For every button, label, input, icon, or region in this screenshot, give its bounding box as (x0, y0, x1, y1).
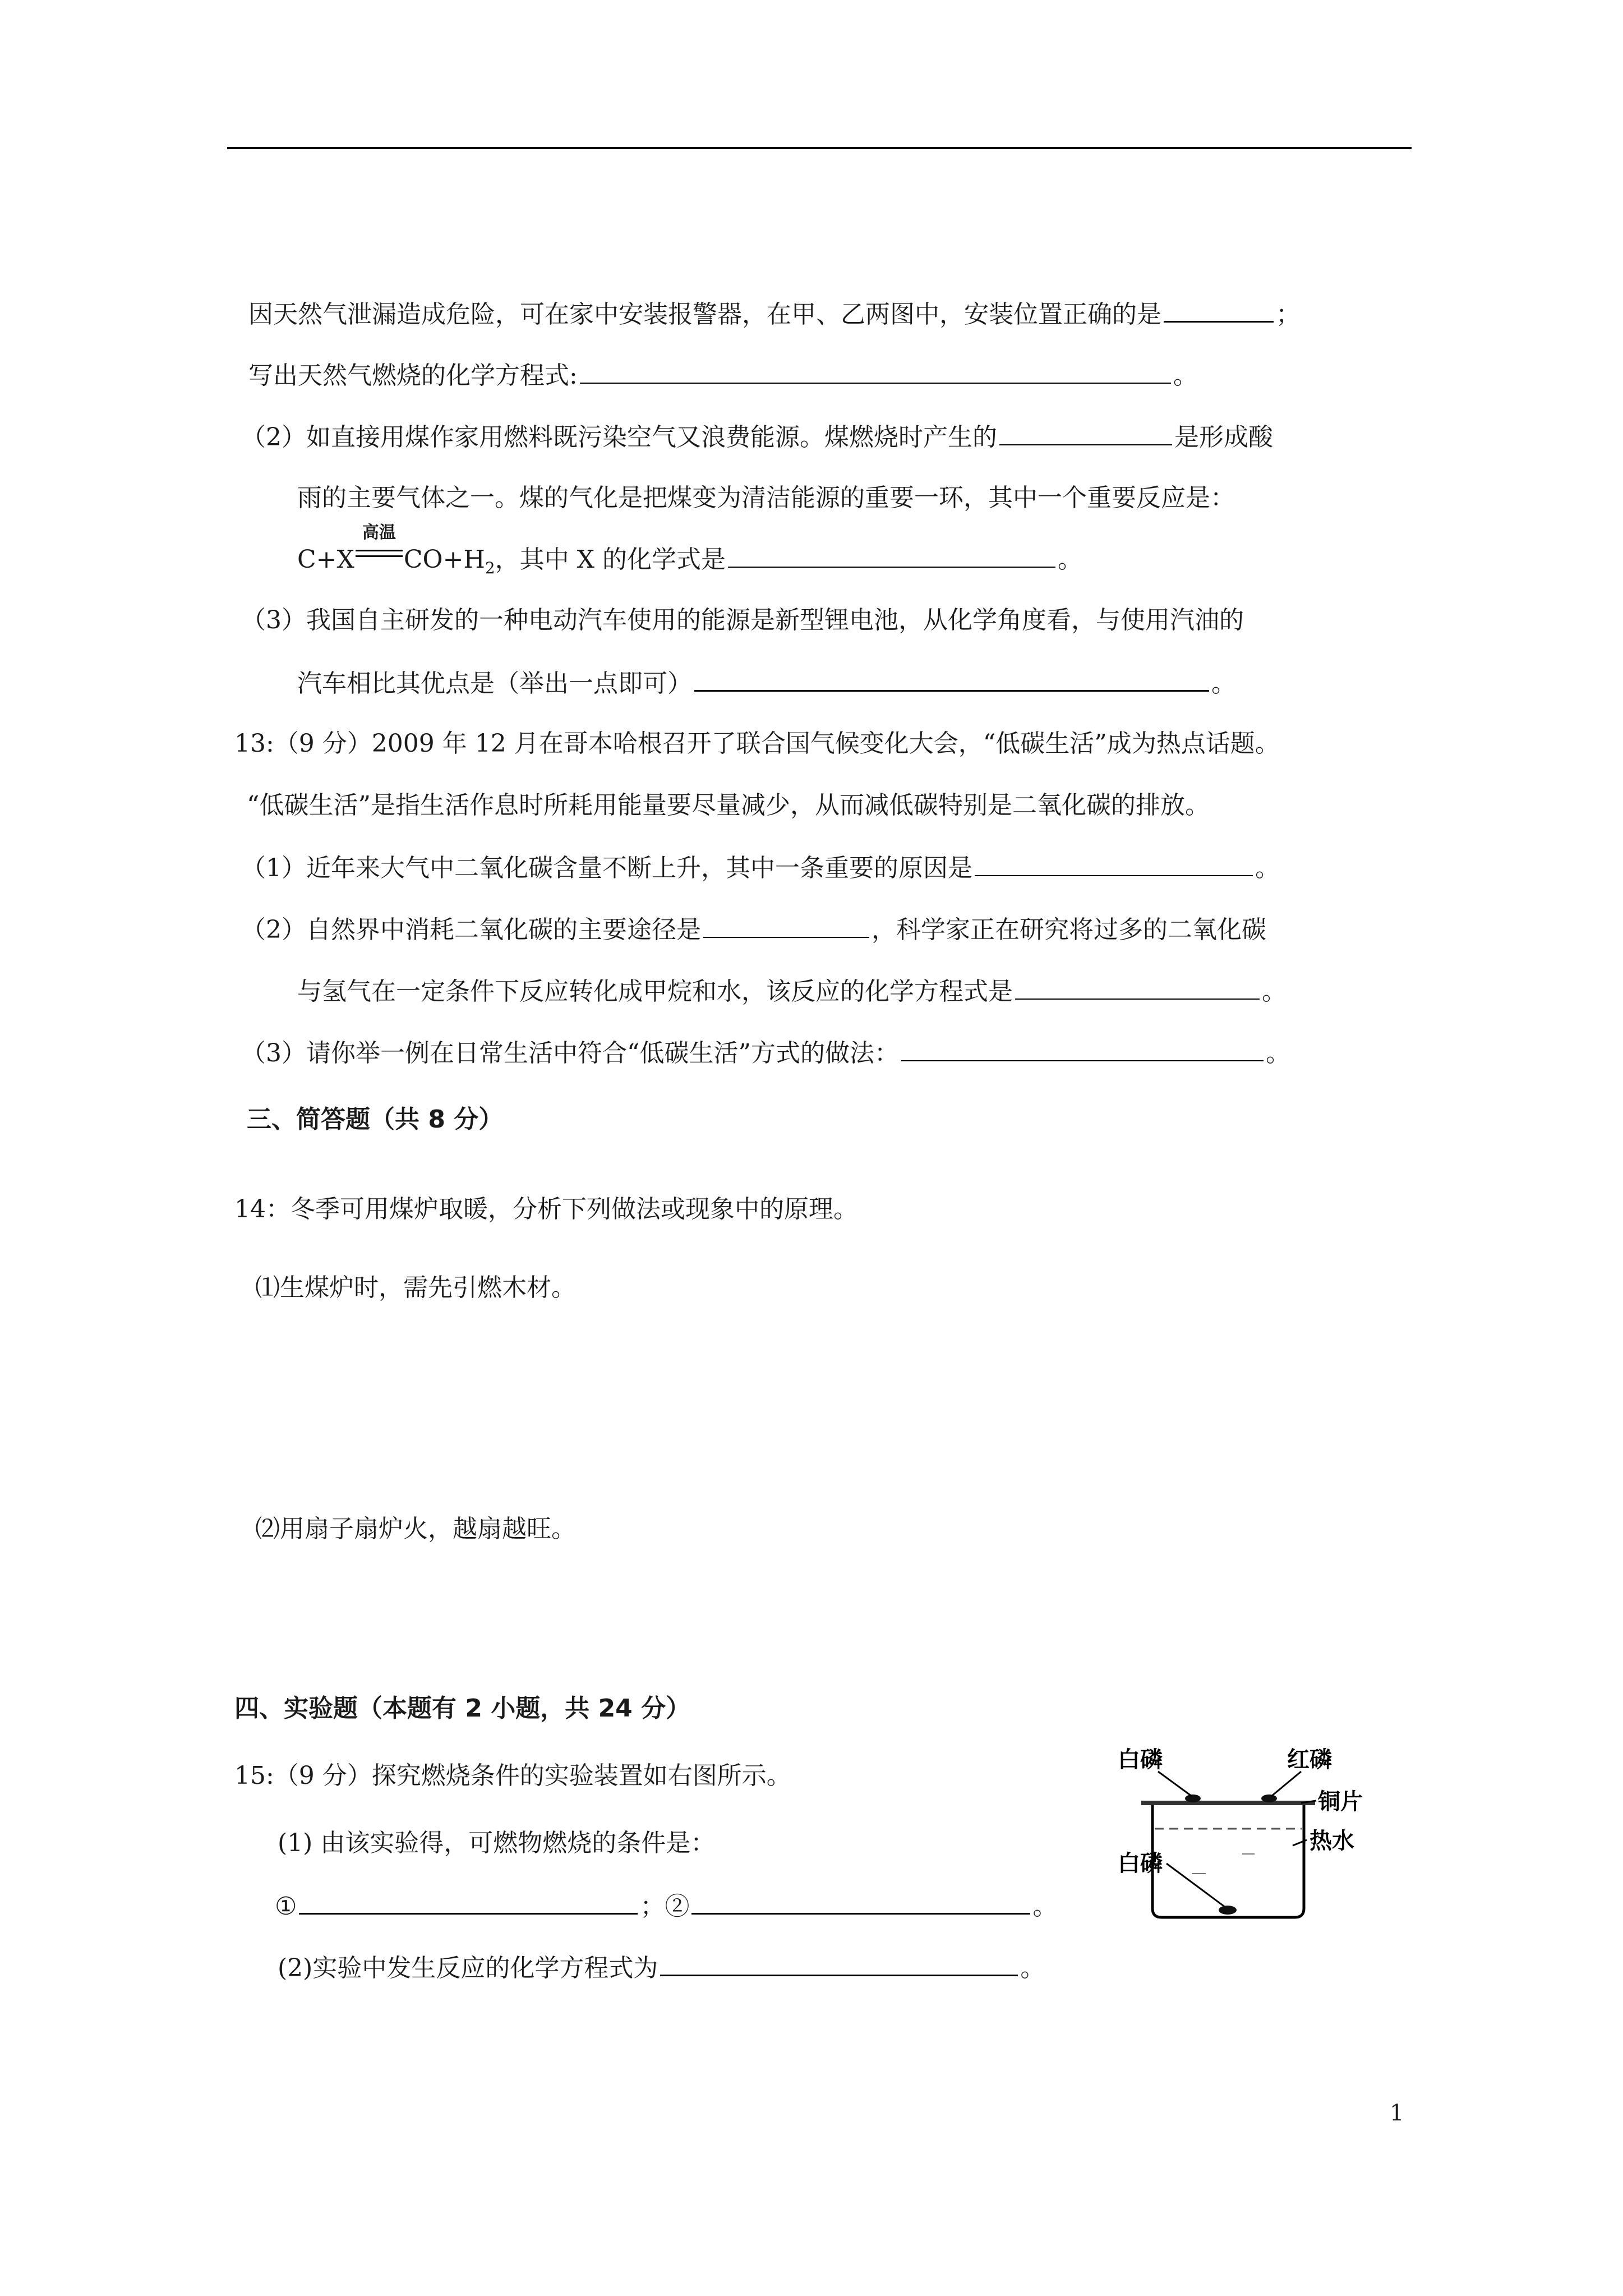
q13-part2-text-end: ，科学家正在研究将过多的二氧化碳 (872, 915, 1266, 944)
label-copper-plate: 铜片 (1318, 1789, 1363, 1815)
q12-part3-text: 汽车相比其优点是（举出一点即可） (297, 669, 692, 698)
q14-part1: ⑴生煤炉时，需先引燃木材。 (255, 1273, 576, 1302)
q15-part2-text: (2)实验中发生反应的化学方程式为 (278, 1954, 658, 1982)
beaker (1152, 1805, 1304, 1917)
q12-part3-text: 我国自主研发的一种电动汽车使用的能源是新型锂电池，从化学角度看，与使用汽油的 (306, 606, 1244, 634)
answer-blank[interactable] (975, 850, 1253, 876)
section-4-heading: 四、实验题（本题有 2 小题，共 24 分） (234, 1694, 691, 1723)
page-number: 1 (1390, 2100, 1404, 2126)
equation-products: CO+H (403, 545, 485, 574)
q12-part2-line2 (297, 481, 1235, 515)
punct: 。 (1173, 361, 1198, 390)
q13-stem: 13:（9 分）2009 年 12 月在哥本哈根召开了联合国气候变化大会，“低碳生活”成为热点话题。 (234, 729, 1280, 758)
q12-part2-text: 雨的主要气体之一。煤的气化是把煤变为清洁能源的重要一环，其中一个重要反应是： (297, 484, 1235, 512)
q12-line2 (248, 358, 1198, 393)
header-rule (227, 147, 1412, 149)
q14-part2: ⑵用扇子扇炉火，越扇越旺。 (255, 1515, 576, 1543)
q12-part2-text: 如直接用煤作家用燃料既污染空气又浪费能源。煤燃烧时产生的 (306, 423, 997, 452)
q14-stem: 14：冬季可用煤炉取暖，分析下列做法或现象中的原理。 (234, 1195, 858, 1223)
answer-blank[interactable] (728, 542, 1055, 568)
label-white-phosphorus-top: 白磷 (1118, 1747, 1163, 1773)
q12-line1-text: 因天然气泄漏造成危险，可在家中安装报警器，在甲、乙两图中，安装位置正确的是 (248, 300, 1161, 329)
q13-stem-line2 (247, 789, 1210, 822)
q13-part3-text: （3）请你举一例在日常生活中符合“低碳生活”方式的做法： (241, 1039, 899, 1068)
q15-stem: 15:（9 分）探究燃烧条件的实验装置如右图所示。 (234, 1761, 791, 1790)
punct: 。 (1057, 545, 1082, 574)
answer-blank[interactable] (1015, 974, 1260, 1000)
equation-arrow (354, 523, 404, 568)
q13-part2-text: 与氢气在一定条件下反应转化成甲烷和水，该反应的化学方程式是 (297, 977, 1013, 1006)
answer-blank[interactable] (1164, 296, 1274, 323)
part-number: （2） (241, 423, 306, 452)
q15-part1: (1) 由该实验得，可燃物燃烧的条件是： (278, 1829, 716, 1857)
circle-one: ① (275, 1892, 297, 1921)
red-phosphorus-piece (1261, 1795, 1277, 1802)
q13-stem-line1 (234, 727, 1280, 761)
answer-blank[interactable] (694, 665, 1209, 692)
subscript: 2 (485, 558, 495, 577)
white-phosphorus-piece (1185, 1795, 1201, 1802)
q13-part2-line2 (297, 974, 1287, 1009)
label-red-phosphorus: 红磷 (1287, 1747, 1332, 1773)
circle-two: ；② (640, 1892, 690, 1921)
answer-blank[interactable] (703, 912, 869, 938)
punct: 。 (1211, 669, 1236, 698)
punct: 。 (1255, 854, 1280, 882)
q12-equation-line (297, 523, 1082, 585)
q13-stem: “低碳生活”是指生活作息时所耗用能量要尽量减少，从而减低碳特别是二氧化碳的排放。 (247, 791, 1210, 820)
answer-blank[interactable] (901, 1036, 1264, 1061)
section-3-heading: 三、简答题（共 8 分） (247, 1105, 504, 1134)
punct: 。 (1032, 1892, 1058, 1921)
label-white-phosphorus-bottom: 白磷 (1118, 1851, 1163, 1876)
q15-conditions (275, 1888, 1057, 1924)
punct: 。 (1265, 1039, 1290, 1068)
answer-blank[interactable] (660, 1950, 1018, 1976)
punct: ； (1276, 300, 1301, 329)
answer-blank[interactable] (999, 420, 1172, 445)
label-hot-water: 热水 (1310, 1828, 1354, 1854)
punct: 。 (1262, 977, 1287, 1006)
answer-blank[interactable] (691, 1888, 1030, 1915)
q12-line2-text: 写出天然气燃烧的化学方程式: (248, 361, 578, 390)
q13-part1 (241, 850, 1280, 885)
combustion-apparatus-figure (1108, 1739, 1422, 1930)
q12-equation-question: ，其中 X 的化学式是 (495, 545, 726, 574)
punct: 。 (1020, 1954, 1045, 1982)
q12-part2-line1 (241, 420, 1273, 454)
q13-part2-line1 (241, 912, 1266, 947)
equation-reactants: C+X (297, 545, 354, 574)
q12-line1 (248, 296, 1301, 332)
q12-part3-line2 (297, 665, 1236, 701)
q15-part2 (278, 1950, 1045, 1985)
q13-part2-text: （2）自然界中消耗二氧化碳的主要途径是 (241, 915, 701, 944)
reaction-condition: 高温 (362, 523, 396, 542)
q12-part2-text-end: 是形成酸 (1174, 423, 1273, 452)
part-number: （3） (241, 606, 306, 634)
copper-plate (1141, 1801, 1315, 1805)
q13-part1-text: （1）近年来大气中二氧化碳含量不断上升，其中一条重要的原因是 (241, 854, 972, 882)
q13-part3 (241, 1036, 1290, 1070)
q12-part3-line1 (241, 604, 1244, 637)
answer-blank[interactable] (299, 1888, 638, 1915)
answer-blank[interactable] (580, 358, 1171, 384)
submerged-white-phosphorus (1219, 1906, 1237, 1915)
